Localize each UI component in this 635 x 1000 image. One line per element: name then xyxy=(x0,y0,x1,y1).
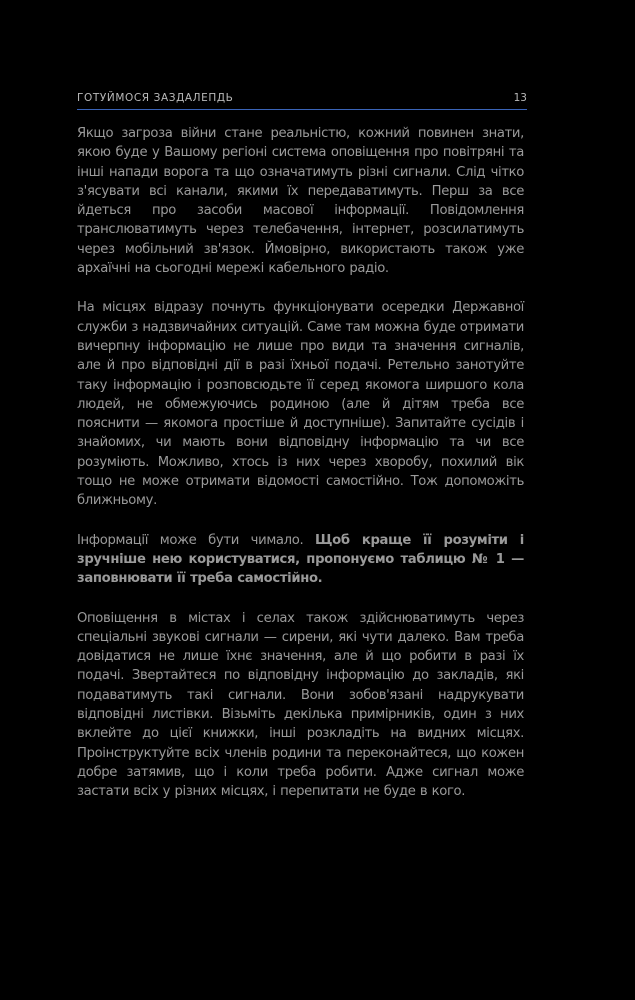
running-header xyxy=(77,92,527,110)
paragraph-sirens: Оповіщення в містах і селах також здійснюватимуть через спеціальні звукові сигнали — сирени, які чути далеко. Вам треба довідатися не лише їхнє значення, але й що робити в разі їх подачі. Звертайтеся по відповідну інформацію до закладів, які подаватимуть такі сигнали. Вони зобов'язані надрукувати відповідні листівки. Візьміть декілька примірників, один з них вклейте до цієї книжки, інші розкладіть на видних місцях. Проінструктуйте всіх членів родини та переконайтеся, що кожен добре затямив, що і коли треба робити. Адже сигнал може застати всіх у різних місцях, і перепитати не буде в кого. xyxy=(77,610,524,800)
table-note-strong: Щоб краще її розуміти і зручніше нею користуватися, пропонуємо таблицю № 1 — заповнювати її треба самостійно. xyxy=(77,532,524,587)
paragraph-emergency-service: На місцях відразу почнуть функціонувати осередки Державної служби з надзвичайних ситуацій. Саме там можна буде отримати вичерпну інформацію не лише про види та значення сигналів, але й про відповідні дії в разі їхньої подачі. Ретельно занотуйте таку інформацію і розповсюдьте її серед якомога ширшого кола людей, не обмежуючись родиною (але й дітям треба все пояснити — якомога простіше й доступніше). Запитайте сусідів і знайомих, чи мають вони відповідну інформацію та чи все розуміють. Можливо, хтось із них через хворобу, похилий вік тощо не може отримати відомості самостійно. Тож допоможіть ближньому. xyxy=(77,300,524,509)
paragraph-table-note xyxy=(77,531,524,589)
running-title: ГОТУЙМОСЯ ЗАЗДАЛЕПДЬ xyxy=(77,92,234,104)
page-number: 13 xyxy=(513,92,527,104)
body-text xyxy=(77,124,524,822)
table-note-lead: Інформації може бути чимало. xyxy=(77,532,316,548)
paragraph-warning-systems: Якщо загроза війни стане реальністю, кожний повинен знати, якою буде у Вашому регіоні система оповіщення про повітряні та інші напади ворога та що означатимуть різні сигнали. Слід чітко з'ясувати всі канали, якими їх передаватимуть. Перш за все йдеться про засоби масової інформації. Повідомлення транслюватимуть через телебачення, інтернет, розсилатимуть через мобільний зв'язок. Ймовірно, використають також уже архаїчні на сьогодні мережі кабельного радіо. xyxy=(77,126,524,277)
header-rule xyxy=(77,109,527,110)
